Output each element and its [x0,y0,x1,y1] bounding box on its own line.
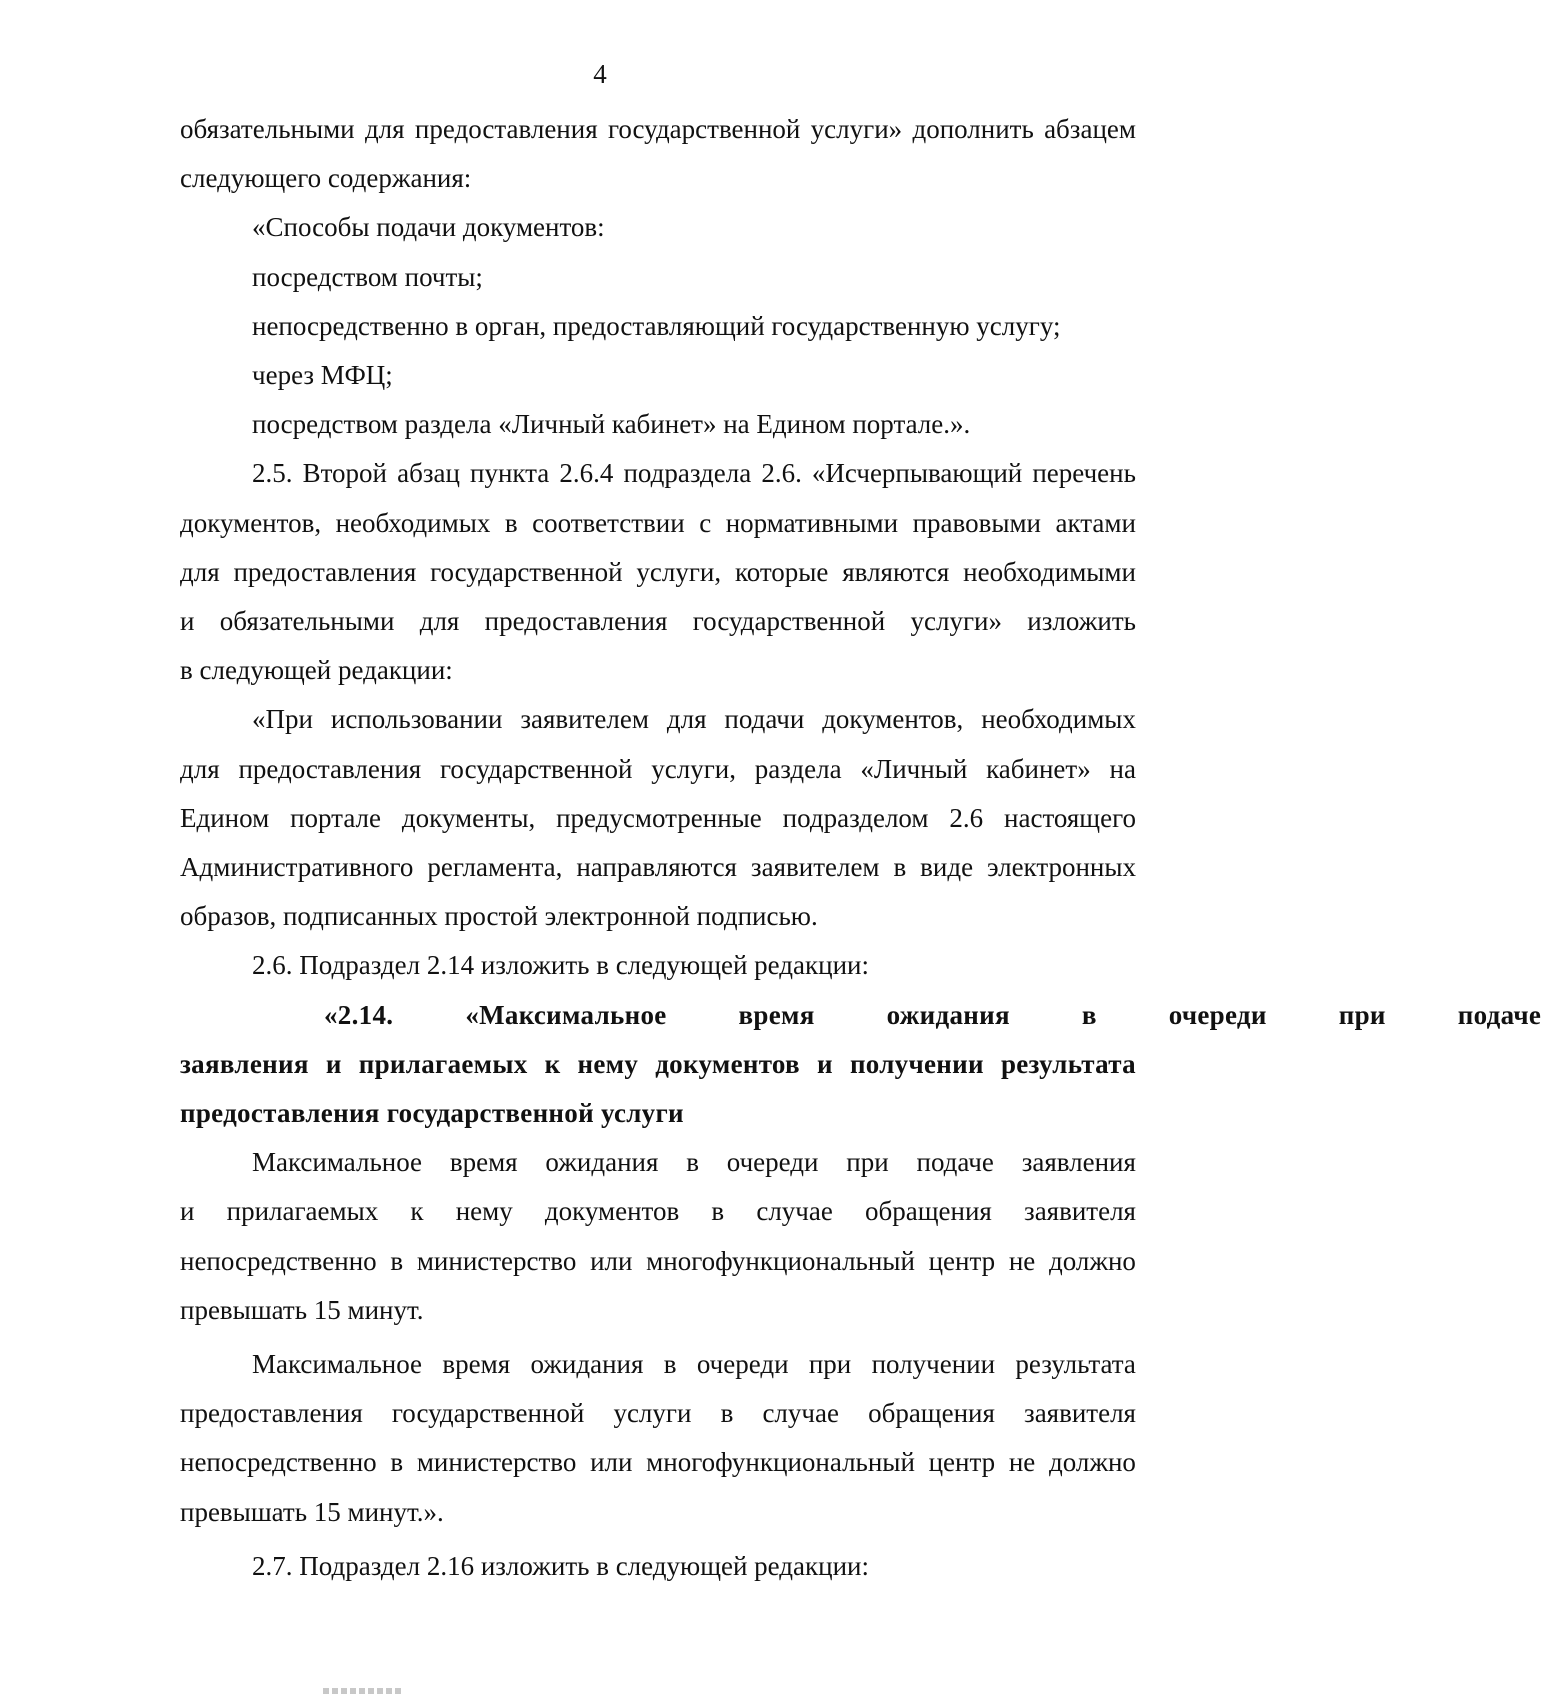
text-line: 2.5. Второй абзац пункта 2.6.4 подраздела 2.6. «Исчерпывающий перечень [252,458,1136,489]
text-line: превышать 15 минут.». [180,1496,444,1527]
text-line: Максимальное время ожидания в очереди при подаче заявления [252,1147,1136,1178]
text-line: для предоставления государственной услуги, которые являются необходимыми [180,556,1136,587]
text-line: «При использовании заявителем для подачи документов, необходимых [252,704,1136,735]
text-line: следующего содержания: [180,163,472,194]
text-line: для предоставления государственной услуги, раздела «Личный кабинет» на [180,753,1136,784]
method-item: непосредственно в орган, предоставляющий государственную услугу; [252,310,1061,341]
text-line: предоставления государственной услуги в случае обращения заявителя [180,1398,1136,1429]
paragraph-2-7: 2.7. Подраздел 2.16 изложить в следующей редакции: [252,1550,869,1581]
page-number: 4 [593,59,607,89]
scan-artifact [323,1688,401,1694]
text-line: Административного регламента, направляются заявителем в виде электронных [180,852,1136,883]
text-line: непосредственно в министерство или многофункциональный центр не должно [180,1245,1136,1276]
methods-title: «Способы подачи документов: [252,212,605,243]
text-line: в следующей редакции: [180,655,453,686]
paragraph-2-6: 2.6. Подраздел 2.14 изложить в следующей редакции: [252,950,869,981]
paragraph-2-5 [180,449,1136,695]
text-line: Едином портале документы, предусмотренные подразделом 2.6 настоящего [180,802,1136,833]
method-item: посредством почты; [252,261,483,292]
text-line: документов, необходимых в соответствии с нормативными правовыми актами [180,507,1136,538]
section-heading-2-14 [180,991,1541,1139]
waiting-time-submission [180,1138,1136,1335]
heading-line: заявления и прилагаемых к нему документов и получении результата [180,1048,1136,1079]
heading-line: «2.14. «Максимальное время ожидания в очереди при подаче [324,999,1541,1030]
waiting-time-result [180,1340,1136,1537]
text-line: превышать 15 минут. [180,1294,424,1325]
text-line: непосредственно в министерство или многофункциональный центр не должно [180,1447,1136,1478]
heading-line: предоставления государственной услуги [180,1098,684,1129]
text-line: Максимальное время ожидания в очереди при получении результата [252,1349,1136,1380]
intro-paragraph [180,105,1136,203]
document-body [180,105,1541,1591]
text-line: обязательными для предоставления государственной услуги» дополнить абзацем [180,114,1136,144]
text-line: образов, подписанных простой электронной подписью. [180,901,818,932]
method-item: посредством раздела «Личный кабинет» на Едином портале.». [252,409,971,440]
quote-paragraph-2-5 [180,695,1136,941]
text-line: и прилагаемых к нему документов в случае обращения заявителя [180,1196,1136,1227]
method-item: через МФЦ; [252,360,393,391]
text-line: и обязательными для предоставления государственной услуги» изложить [180,606,1136,637]
